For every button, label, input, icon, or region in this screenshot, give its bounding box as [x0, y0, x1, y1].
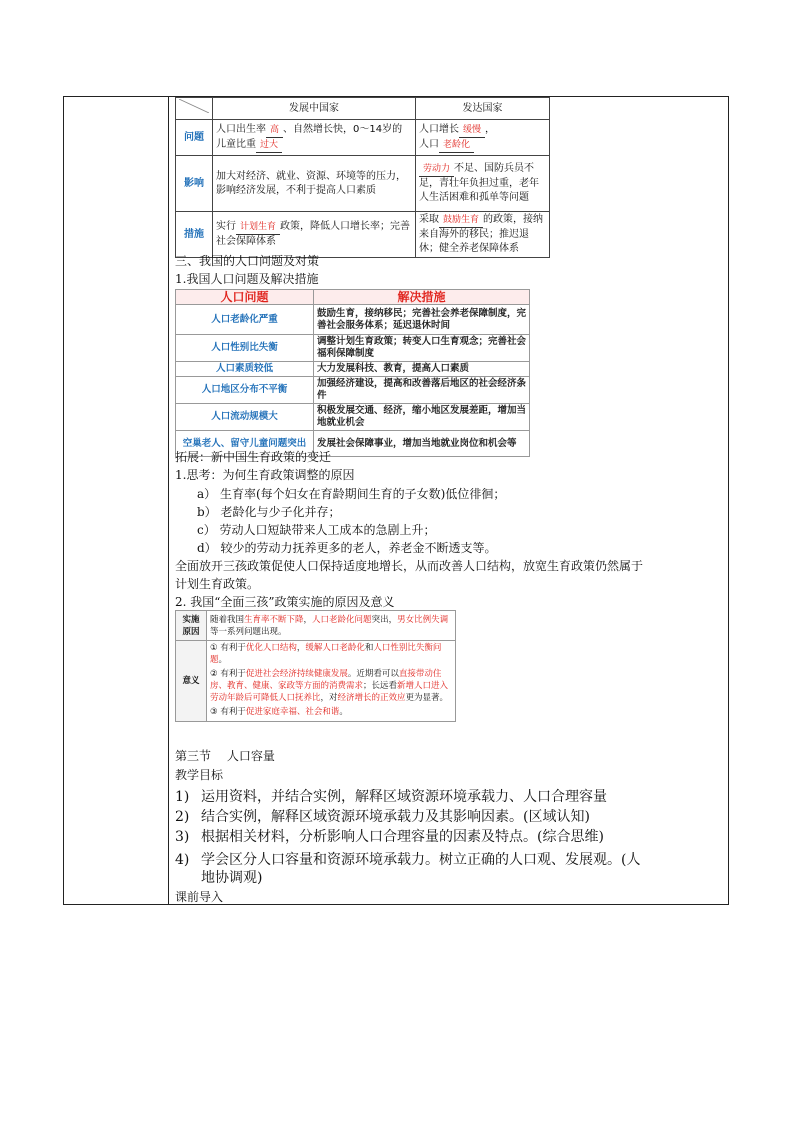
three-child-policy-table	[175, 610, 456, 722]
problem-cell: 人口素质较低	[176, 362, 314, 377]
cell-adv-measures: 采取 鼓励生育 的政策，接纳来自海外的移民；推迟退休；健全养老保障体系	[416, 212, 550, 258]
section3-subtitle: 1.我国人口问题及解决措施	[175, 272, 319, 286]
cell-dev-impact: 加大对经济、就业、资源、环境等的压力，影响经济发展，不利于提高人口素质	[213, 156, 416, 212]
header-developed: 发达国家	[416, 98, 550, 120]
section3-title: 三、我国的人口问题及对策	[175, 254, 320, 268]
extension-title: 拓展：新中国生育政策的变迁	[175, 450, 332, 464]
measure-cell: 发展社会保障事业，增加当地就业岗位和机会等	[314, 431, 530, 457]
meaning-cell	[207, 641, 456, 722]
problem-cell: 人口地区分布不平衡	[176, 377, 314, 404]
cell-adv-problem: 人口增长 缓慢 ， 人口 老龄化	[416, 120, 550, 156]
measure-cell: 加强经济建设，提高和改善落后地区的社会经济条件	[314, 377, 530, 404]
measure-cell: 调整计划生育政策；转变人口生育观念；完善社会福利保障制度	[314, 335, 530, 362]
goal-item: 1) 运用资料，并结合实例，解释区域资源环境承载力、人口合理容量	[175, 789, 607, 805]
goal-item: 2) 结合实例，解释区域资源环境承载力及其影响因素。(区域认知)	[175, 809, 590, 825]
reason-label: 实施原因	[176, 611, 207, 641]
meaning-label: 意义	[176, 641, 207, 722]
measure-cell: 大力发展科技、教育，提高人口素质	[314, 362, 530, 377]
diagonal-line-icon	[179, 99, 209, 113]
reason-item: a） 生育率(每个妇女在育龄期间生育的子女数)低位徘徊；	[197, 487, 506, 501]
meaning-item-2: ② 有利于促进社会经济持续健康发展。近期看可以直接带动住房、教育、健康、家政等方面的消费需求；长远看新增人口进入劳动年龄后可降低人口抚养比，对经济增长的正效应更为显著。	[210, 669, 449, 703]
column-divider	[168, 97, 169, 904]
measure-cell: 积极发展交通、经济，缩小地区发展差距，增加当地就业机会	[314, 404, 530, 431]
header-developing: 发展中国家	[213, 98, 416, 120]
goals-title: 教学目标	[175, 768, 224, 782]
header-measure: 解决措施	[314, 290, 530, 305]
reason-item: c） 劳动人口短缺带来人工成本的急剧上升；	[197, 523, 436, 537]
reason-item: b） 老龄化与少子化并存；	[197, 505, 341, 519]
think-title: 1.思考：为何生育政策调整的原因	[175, 468, 355, 482]
meaning-item-1: ① 有利于优化人口结构，缓解人口老龄化和人口性别比失衡问题。	[210, 643, 442, 665]
conclusion-line2: 计划生育政策。	[175, 577, 260, 591]
problem-cell: 空巢老人、留守儿童问题突出	[176, 431, 314, 457]
problem-cell: 人口流动规模大	[176, 404, 314, 431]
row-label-problem: 问题	[176, 120, 213, 156]
goal-item-continuation: 地协调观)	[201, 870, 263, 886]
section-heading: 第三节 人口容量	[175, 749, 275, 763]
meaning-item-3: ③ 有利于促进家庭幸福、社会和谐。	[210, 707, 348, 717]
corner-cell	[176, 98, 213, 120]
policy-title: 2. 我国“全面三孩”政策实施的原因及意义	[175, 595, 395, 609]
problem-cell: 人口性别比失衡	[176, 335, 314, 362]
reason-item: d） 较少的劳动力抚养更多的老人，养老金不断透支等。	[197, 541, 497, 555]
population-problems-table	[175, 289, 530, 457]
measure-cell: 鼓励生育，接纳移民；完善社会养老保障制度，完善社会服务体系；延迟退休时间	[314, 305, 530, 335]
header-problem: 人口问题	[176, 290, 314, 305]
comparison-table	[175, 97, 550, 258]
row-label-measures: 措施	[176, 212, 213, 258]
reason-cell: 随着我国生育率不断下降，人口老龄化问题突出，男女比例失调等一系列问题出现。	[207, 611, 456, 641]
goal-item: 4) 学会区分人口容量和资源环境承载力。树立正确的人口观、发展观。(人	[175, 852, 641, 868]
cell-dev-measures: 实行 计划生育 政策，降低人口增长率；完善社会保障体系	[213, 212, 416, 258]
conclusion-line1: 全面放开三孩政策促使人口保持适度地增长，从而改善人口结构，放宽生育政策仍然属于	[175, 559, 644, 573]
problem-cell: 人口老龄化严重	[176, 305, 314, 335]
goal-item: 3) 根据相关材料，分析影响人口合理容量的因素及特点。(综合思维)	[175, 829, 604, 845]
intro-label: 课前导入	[175, 890, 224, 904]
cell-dev-problem: 人口出生率 高 、自然增长快，0～14岁的儿童比重 过大	[213, 120, 416, 156]
row-label-impact: 影响	[176, 156, 213, 212]
cell-adv-impact: 劳动力 不足、国防兵员不足，青壮年负担过重，老年人生活困难和孤单等问题	[416, 156, 550, 212]
